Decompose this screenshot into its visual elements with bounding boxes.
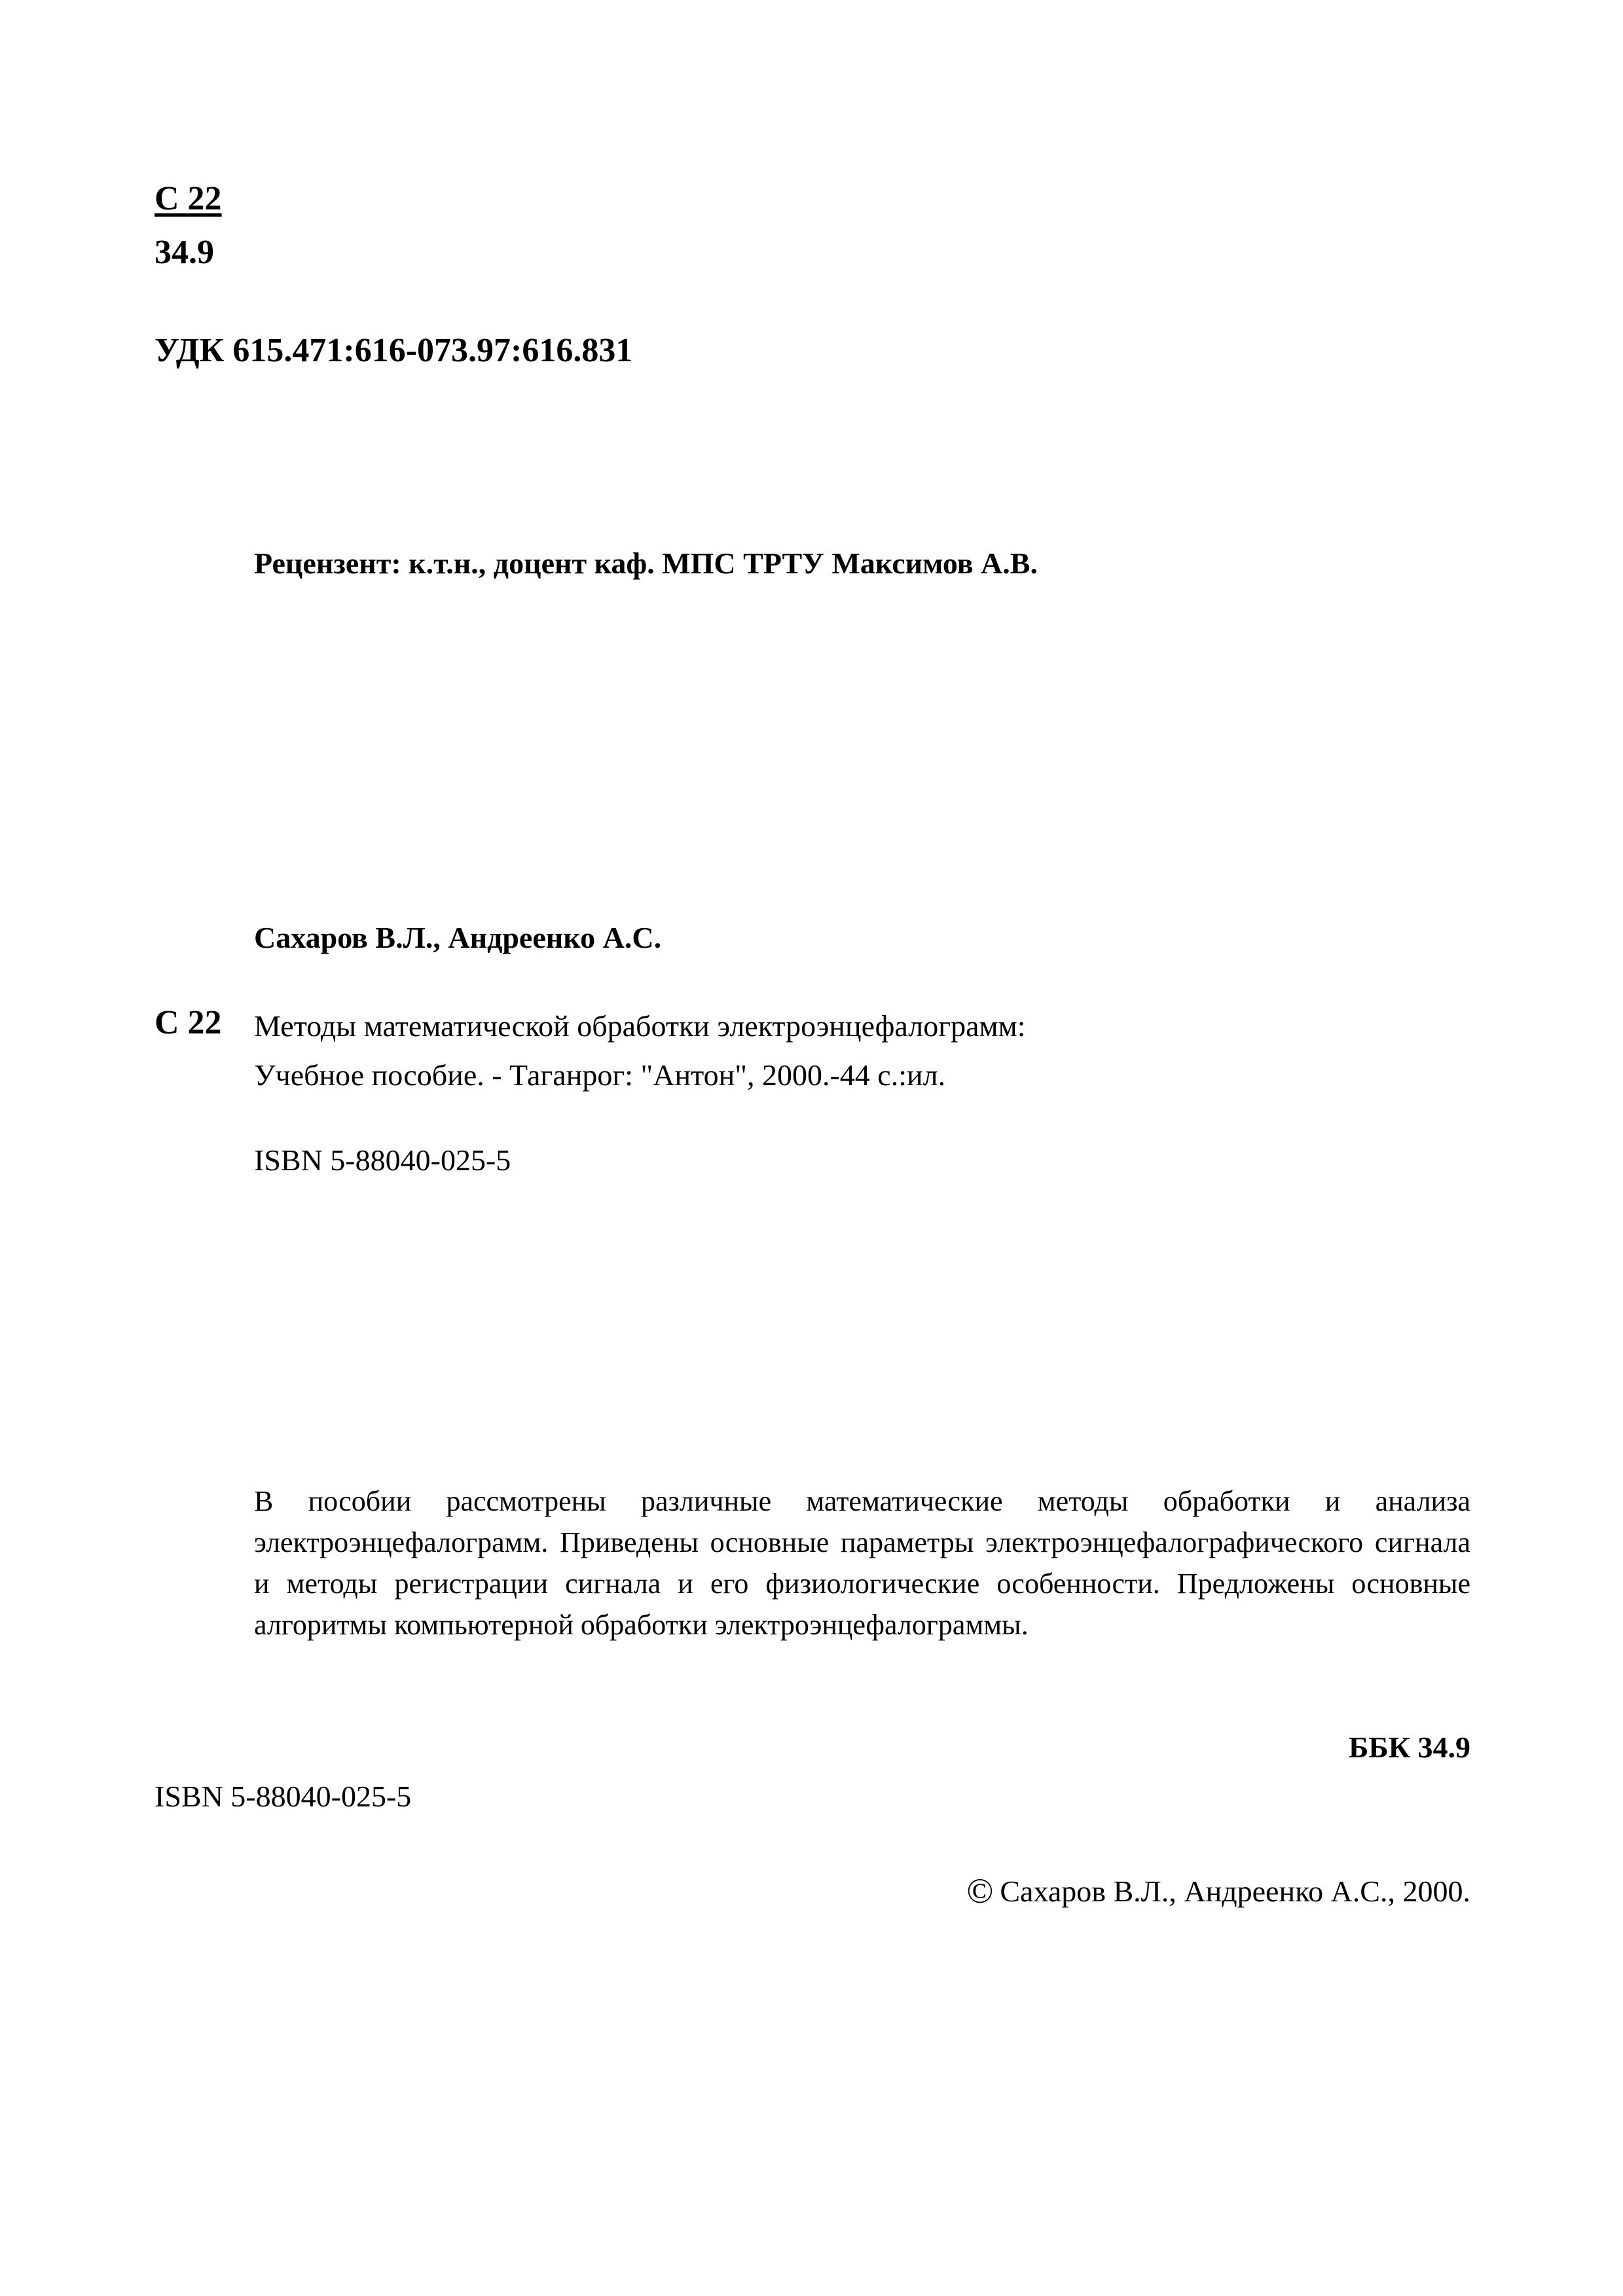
- classification-code: С 22: [155, 180, 222, 217]
- copyright-line: [966, 1873, 1470, 1909]
- book-title-line-1: Методы математической обработки электроэнцефалограмм:: [254, 1009, 1026, 1043]
- udk-code: УДК 615.471:616-073.97:616.831: [155, 332, 633, 369]
- isbn-entry: ISBN 5-88040-025-5: [254, 1143, 511, 1177]
- entry-classification-code: С 22: [155, 1004, 222, 1041]
- copyright-icon: ©: [966, 1871, 994, 1910]
- abstract-paragraph: В пособии рассмотрены различные математические методы обработки и анализа электроэнцефалограмм. Приведены основные параметры электроэнцефалографического сигнала и методы регистрации сигнала и его физиологические особенности. Предложены основные алгоритмы компьютерной обработки электроэнцефалограммы.: [254, 1485, 1470, 1641]
- bbk-footer: ББК 34.9: [1348, 1731, 1470, 1764]
- bbk-code-top: 34.9: [155, 234, 214, 271]
- copyright-text: Сахаров В.Л., Андреенко А.С., 2000.: [1000, 1874, 1470, 1908]
- reviewer-line: Рецензент: к.т.н., доцент каф. МПС ТРТУ Максимов А.В.: [254, 547, 1038, 580]
- book-title-line-2: Учебное пособие. - Таганрог: "Антон", 2000.-44 с.:ил.: [254, 1058, 946, 1092]
- isbn-footer: ISBN 5-88040-025-5: [155, 1780, 412, 1813]
- authors-line: Сахаров В.Л., Андреенко А.С.: [254, 921, 662, 954]
